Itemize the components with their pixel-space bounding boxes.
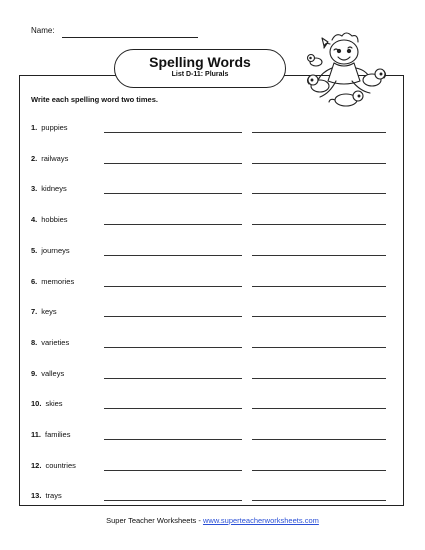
word-text: journeys xyxy=(41,245,70,255)
word-text: valleys xyxy=(41,368,65,378)
footer-brand: Super Teacher Worksheets xyxy=(106,516,197,525)
write-line-2[interactable] xyxy=(252,132,386,133)
word-label xyxy=(31,123,68,132)
word-label xyxy=(31,184,67,193)
word-number: 10. xyxy=(31,399,42,409)
word-text: memories xyxy=(41,276,75,286)
word-row xyxy=(31,369,391,383)
write-line-1[interactable] xyxy=(104,378,242,379)
write-line-1[interactable] xyxy=(104,163,242,164)
write-line-1[interactable] xyxy=(104,347,242,348)
word-number: 5. xyxy=(31,245,38,255)
word-number: 9. xyxy=(31,368,38,378)
word-row xyxy=(31,184,391,198)
word-text: hobbies xyxy=(41,215,68,225)
word-number: 7. xyxy=(31,307,38,317)
word-text: varieties xyxy=(41,337,70,347)
word-row xyxy=(31,399,391,413)
write-line-1[interactable] xyxy=(104,132,242,133)
word-label xyxy=(31,154,68,163)
word-label xyxy=(31,461,76,470)
footer-link[interactable]: www.superteacherworksheets.com xyxy=(202,516,319,525)
title-banner xyxy=(114,49,286,88)
word-row xyxy=(31,277,391,291)
write-line-1[interactable] xyxy=(104,408,242,409)
word-number: 3. xyxy=(31,184,38,194)
word-row xyxy=(31,491,391,505)
word-row xyxy=(31,461,391,475)
word-label xyxy=(31,399,63,408)
word-text: kidneys xyxy=(41,184,67,194)
write-line-2[interactable] xyxy=(252,439,386,440)
write-line-2[interactable] xyxy=(252,163,386,164)
word-row xyxy=(31,154,391,168)
write-line-2[interactable] xyxy=(252,316,386,317)
write-line-1[interactable] xyxy=(104,193,242,194)
word-text: families xyxy=(45,430,71,439)
write-line-2[interactable] xyxy=(252,408,386,409)
word-number: 8. xyxy=(31,337,38,347)
word-row xyxy=(31,123,391,137)
word-text: railways xyxy=(41,153,69,163)
page-title: Spelling Words xyxy=(149,54,251,70)
write-line-1[interactable] xyxy=(104,439,242,440)
word-label xyxy=(31,246,70,255)
write-line-1[interactable] xyxy=(104,500,242,501)
write-line-2[interactable] xyxy=(252,255,386,256)
girl-with-puppies-icon xyxy=(302,28,392,123)
write-line-1[interactable] xyxy=(104,470,242,471)
word-text: puppies xyxy=(41,123,68,132)
word-label xyxy=(31,307,57,316)
word-number: 13. xyxy=(31,491,42,501)
word-label xyxy=(31,338,69,347)
write-line-1[interactable] xyxy=(104,255,242,256)
word-label xyxy=(31,491,62,500)
word-number: 4. xyxy=(31,215,38,225)
write-line-2[interactable] xyxy=(252,224,386,225)
word-text: trays xyxy=(45,491,62,501)
word-row xyxy=(31,338,391,352)
write-line-2[interactable] xyxy=(252,470,386,471)
word-text: skies xyxy=(45,399,63,409)
word-row xyxy=(31,307,391,321)
write-line-1[interactable] xyxy=(104,286,242,287)
write-line-2[interactable] xyxy=(252,286,386,287)
write-line-2[interactable] xyxy=(252,500,386,501)
word-row xyxy=(31,246,391,260)
name-field[interactable] xyxy=(62,37,198,38)
word-text: keys xyxy=(41,307,57,317)
word-number: 12. xyxy=(31,460,42,470)
list-subtitle: List D-11: Plurals xyxy=(171,71,229,78)
name-label: Name: xyxy=(31,26,55,35)
word-number: 1. xyxy=(31,123,38,132)
write-line-2[interactable] xyxy=(252,347,386,348)
word-label xyxy=(31,215,68,224)
write-line-2[interactable] xyxy=(252,378,386,379)
word-number: 11. xyxy=(31,430,42,439)
write-line-1[interactable] xyxy=(104,316,242,317)
word-text: countries xyxy=(45,460,76,470)
word-label xyxy=(31,369,64,378)
write-line-1[interactable] xyxy=(104,224,242,225)
instructions: Write each spelling word two times. xyxy=(31,95,158,104)
word-row xyxy=(31,215,391,229)
write-line-2[interactable] xyxy=(252,193,386,194)
word-label xyxy=(31,277,74,286)
word-label xyxy=(31,430,70,439)
footer xyxy=(0,516,425,525)
word-row xyxy=(31,430,391,444)
word-number: 6. xyxy=(31,276,38,286)
word-number: 2. xyxy=(31,153,38,163)
footer-separator: - xyxy=(196,516,203,525)
